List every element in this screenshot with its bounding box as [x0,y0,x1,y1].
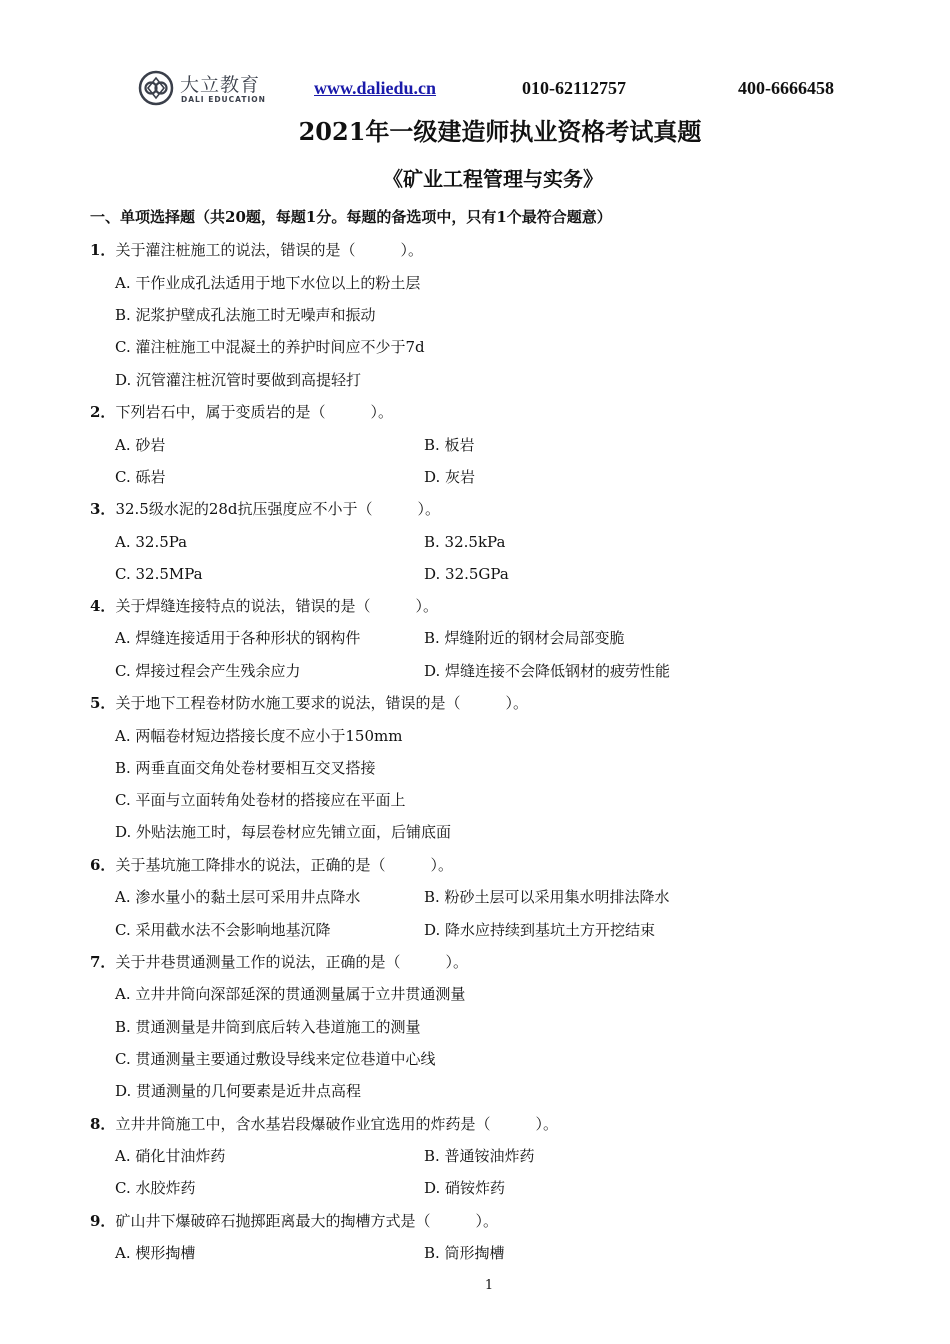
option: B. 两垂直面交角处卷材要相互交叉搭接 [115,759,376,777]
option: B. 普通铵油炸药 [424,1147,535,1165]
phone-number-2: 400-6666458 [738,78,834,98]
option: C. 焊接过程会产生残余应力 [115,662,301,680]
option: D. 外贴法施工时，每层卷材应先铺立面，后铺底面 [115,823,452,841]
question-text: 关于焊缝连接特点的说法，错误的是（ ）。 [115,597,438,615]
option: D. 焊缝连接不会降低钢材的疲劳性能 [424,662,671,680]
question-2 [90,402,393,422]
option: A. 砂岩 [115,436,166,454]
dali-logo [138,70,268,106]
option: C. 灌注桩施工中混凝土的养护时间应不少于7d [115,338,425,356]
question-number: 7． [90,953,116,971]
option: D. 灰岩 [424,468,476,486]
option: D. 硝铵炸药 [424,1179,506,1197]
question-text: 关于灌注桩施工的说法，错误的是（ ）。 [115,241,423,259]
question-text: 关于井巷贯通测量工作的说法，正确的是（ ）。 [115,953,468,971]
question-text: 关于基坑施工降排水的说法，正确的是（ ）。 [115,856,453,874]
option: D. 32.5GPa [424,565,509,583]
question-1 [90,240,423,260]
option: B. 粉砂土层可以采用集水明排法降水 [424,888,670,906]
logo-chinese-name: 大立教育 [180,74,261,96]
document-subtitle: 《矿业工程管理与实务》 [383,167,603,191]
page-number: 1 [484,1278,494,1293]
option: A. 焊缝连接适用于各种形状的钢构件 [115,629,361,647]
option: B. 贯通测量是井筒到底后转入巷道施工的测量 [115,1018,421,1036]
option: A. 渗水量小的黏土层可采用井点降水 [115,888,361,906]
question-number: 8． [90,1115,116,1133]
website-link[interactable]: www.daliedu.cn [314,78,437,98]
option: C. 砾岩 [115,468,166,486]
option: A. 楔形掏槽 [115,1244,196,1262]
question-text: 矿山井下爆破碎石抛掷距离最大的掏槽方式是（ ）。 [115,1212,498,1230]
question-number: 2． [90,403,116,421]
option: A. 两幅卷材短边搭接长度不应小于150mm [115,727,403,745]
question-7 [90,952,468,972]
question-8 [90,1114,558,1134]
question-9 [90,1211,498,1231]
dali-logo-icon [138,70,174,106]
question-4 [90,596,438,616]
section-heading: 一、单项选择题（共20题，每题1分。每题的备选项中，只有1个最符合题意） [90,208,612,226]
option: A. 32.5Pa [115,533,188,551]
question-number: 5． [90,694,116,712]
question-text: 立井井筒施工中，含水基岩段爆破作业宜选用的炸药是（ ）。 [115,1115,558,1133]
question-text: 下列岩石中，属于变质岩的是（ ）。 [115,403,393,421]
page-header [0,66,950,108]
question-text: 关于地下工程卷材防水施工要求的说法，错误的是（ ）。 [115,694,528,712]
option: B. 泥浆护壁成孔法施工时无噪声和振动 [115,306,376,324]
option: B. 32.5kPa [424,533,506,551]
option: B. 板岩 [424,436,475,454]
option: C. 平面与立面转角处卷材的搭接应在平面上 [115,791,406,809]
question-number: 6． [90,856,116,874]
logo-english-name: DALI EDUCATION [181,95,266,104]
option: B. 焊缝附近的钢材会局部变脆 [424,629,625,647]
phone-number-1: 010-62112757 [522,78,627,98]
option: C. 水胶炸药 [115,1179,196,1197]
option: C. 32.5MPa [115,565,203,583]
question-5 [90,693,528,713]
question-text: 32.5级水泥的28d抗压强度应不小于（ ）。 [115,500,441,518]
document-title: 2021年一级建造师执业资格考试真题 [298,117,702,146]
option: B. 筒形掏槽 [424,1244,505,1262]
question-number: 4． [90,597,116,615]
question-number: 3． [90,500,116,518]
option: A. 干作业成孔法适用于地下水位以上的粉土层 [115,274,421,292]
option: D. 贯通测量的几何要素是近井点高程 [115,1082,362,1100]
option: A. 硝化甘油炸药 [115,1147,226,1165]
option: C. 采用截水法不会影响地基沉降 [115,921,331,939]
option: C. 贯通测量主要通过敷设导线来定位巷道中心线 [115,1050,436,1068]
option: A. 立井井筒向深部延深的贯通测量属于立井贯通测量 [115,985,466,1003]
question-number: 1． [90,241,116,259]
question-3 [90,499,440,519]
option: D. 降水应持续到基坑土方开挖结束 [424,921,656,939]
question-6 [90,855,453,875]
option: D. 沉管灌注桩沉管时要做到高提轻打 [115,371,362,389]
question-number: 9． [90,1212,116,1230]
